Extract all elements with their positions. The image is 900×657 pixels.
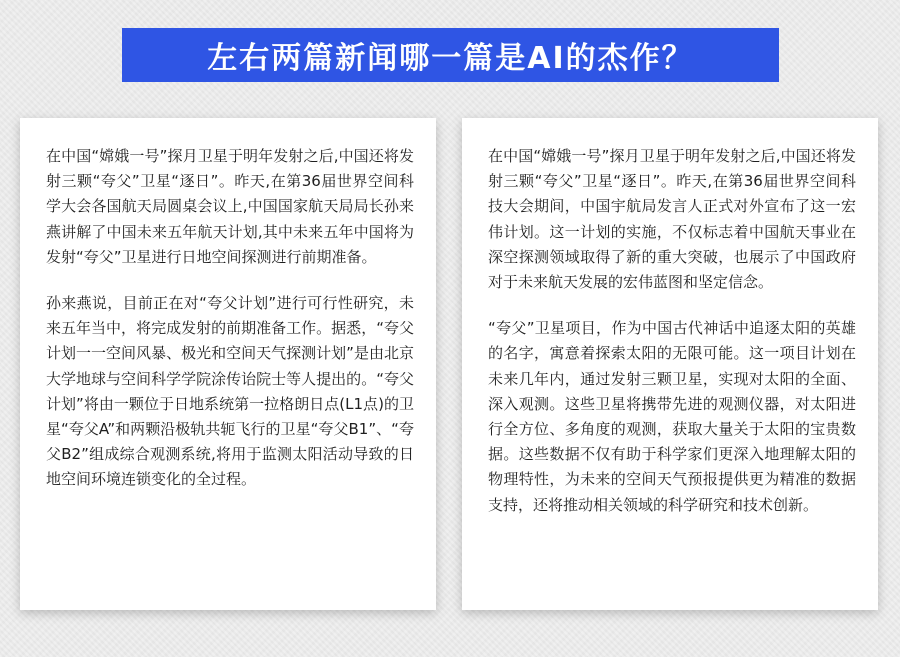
- title-banner: [122, 28, 779, 82]
- left-article-body: [46, 144, 414, 514]
- right-article-body: [488, 144, 856, 539]
- right-article-paragraph-1: 在中国“嫦娥一号”探月卫星于明年发射之后,中国还将发射三颗“夸父”卫星“逐日”。昨天,在第36届世界空间科技大会期间，中国宇航局发言人正式对外宣布了这一宏伟计划。这一计划的实施，不仅标志着中国航天事业在深空探测领域取得了新的重大突破，也展示了中国政府对于未来航天发展的宏伟蓝图和坚定信念。: [488, 147, 856, 292]
- left-article-paragraph-1: 在中国“嫦娥一号”探月卫星于明年发射之后,中国还将发射三颗“夸父”卫星“逐日”。昨天,在第36届世界空间科学大会各国航天局圆桌会议上,中国国家航天局局长孙来燕讲解了中国未来五年航天计划,其中未来五年中国将为发射“夸父”卫星进行日地空间探测进行前期准备。: [46, 147, 414, 266]
- left-article-card: [20, 118, 436, 610]
- left-article-paragraph-2: 孙来燕说，目前正在对“夸父计划”进行可行性研究，未来五年当中，将完成发射的前期准备工作。据悉，“夸父计划一一空间风暴、极光和空间天气探测计划”是由北京大学地球与空间科学学院涂传诒院士等人提出的。“夸父计划”将由一颗位于日地系统第一拉格朗日点(L1点)的卫星“夸父A”和两颗沿极轨共轭飞行的卫星“夸父B1”、“夸父B2”组成综合观测系统,将用于监测太阳活动导致的日地空间环境连锁变化的全过程。: [46, 294, 414, 489]
- right-article-paragraph-2: “夸父”卫星项目，作为中国古代神话中追逐太阳的英雄的名字，寓意着探索太阳的无限可能。这一项目计划在未来几年内，通过发射三颗卫星，实现对太阳的全面、深入观测。这些卫星将携带先进的观测仪器，对太阳进行全方位、多角度的观测，获取大量关于太阳的宝贵数据。这些数据不仅有助于科学家们更深入地理解太阳的物理特性，为未来的空间天气预报提供更为精准的数据支持，还将推动相关领域的科学研究和技术创新。: [488, 319, 856, 514]
- page-title: 左右两篇新闻哪一篇是AI的杰作？: [207, 41, 694, 76]
- right-article-card: [462, 118, 878, 610]
